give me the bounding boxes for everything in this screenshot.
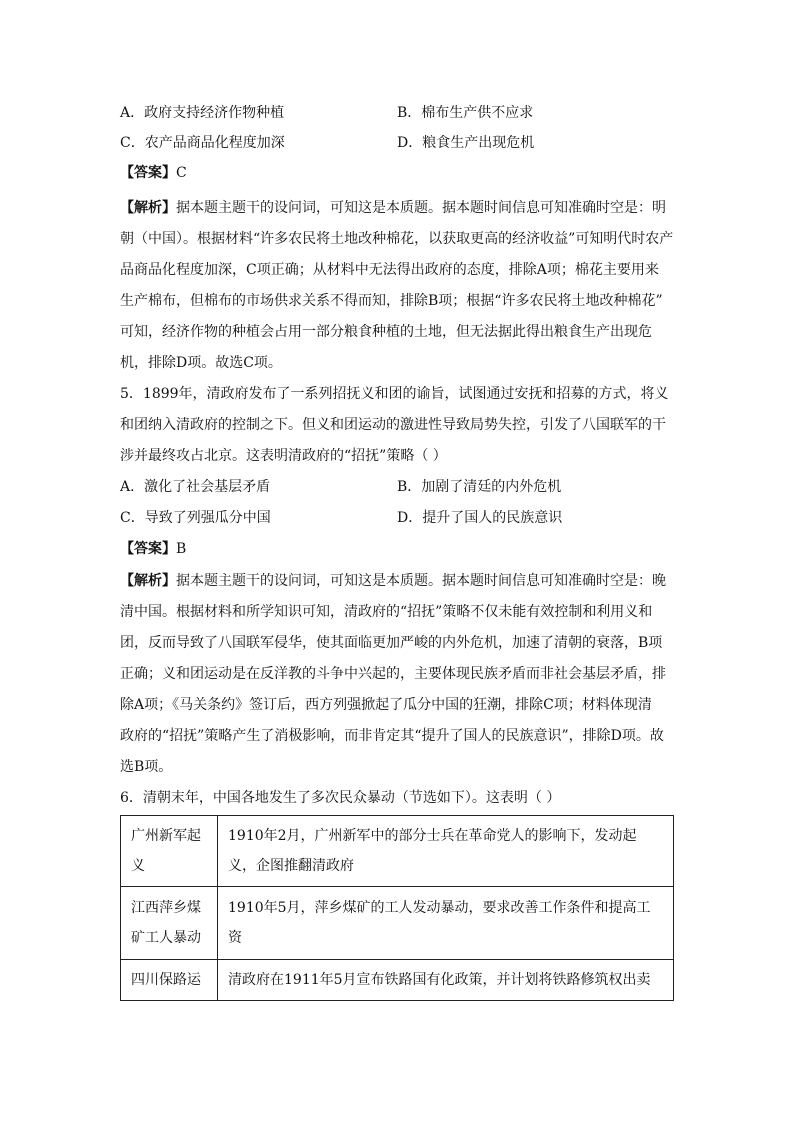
q5-analysis-line	[120, 571, 680, 591]
q5-analysis-line: 正确；义和团运动是在反洋教的斗争中兴起的，主要体现民族矛盾而非社会基层矛盾，排	[120, 666, 666, 682]
q5-analysis-line: 团，反而导致了八国联军侵华，使其面临更加严峻的内外危机，加速了清朝的衰落，B项	[120, 635, 663, 651]
q5-stem-line: 和团纳入清政府的控制之下。但义和团运动的激进性导致局势失控，引发了八国联军的干	[120, 417, 666, 433]
q4-analysis-line: 朝（中国）。根据材料“许多农民将土地改种棉花，以获取更高的经济收益”可知明代时农产	[120, 231, 674, 247]
q5-stem-line: 涉并最终攻占北京。这表明清政府的“招抚”策略（ ）	[120, 448, 447, 464]
q4-analysis-label: 【解析】	[120, 200, 176, 216]
q4-option-b: B．棉布生产供不应求	[397, 105, 534, 121]
event-name: 江西萍乡煤矿工人暴动	[131, 900, 201, 946]
q5-analysis-text: 据本题主题干的设问词，可知这是本质题。据本题时间信息可知准确时空是：晚	[176, 573, 666, 589]
event-name: 四川保路运	[131, 972, 201, 988]
q5-option-d: D．提升了国人的民族意识	[397, 510, 563, 526]
event-name-cell	[121, 960, 218, 1001]
event-desc: 清政府在1911年5月宣布铁路国有化政策，并计划将铁路修筑权出卖	[228, 972, 651, 988]
event-name-cell	[121, 816, 218, 887]
q5-option-a: A．激化了社会基层矛盾	[120, 479, 271, 495]
event-desc-cell	[218, 816, 674, 887]
event-name: 广州新军起义	[131, 828, 201, 874]
q4-answer	[120, 163, 680, 183]
q4-analysis-line: 可知，经济作物的种植会占用一部分粮食种植的土地，但无法据此得出粮食生产出现危	[120, 324, 652, 340]
q5-analysis-label: 【解析】	[120, 573, 176, 589]
table-row	[121, 816, 674, 887]
q5-answer-label: 【答案】	[120, 541, 176, 557]
q4-answer-value: C	[176, 165, 187, 181]
q4-analysis-line	[120, 198, 680, 218]
q4-analysis-line: 生产棉布，但棉布的市场供求关系不得而知，排除B项；根据“许多农民将土地改种棉花”	[120, 293, 663, 309]
event-desc: 1910年2月，广州新军中的部分士兵在革命党人的影响下，发动起义，企图推翻清政府	[228, 828, 637, 874]
event-desc-cell	[218, 960, 674, 1001]
q5-analysis-line: 除A项；《马关条约》签订后，西方列强掀起了瓜分中国的狂潮，排除C项；材料体现清	[120, 697, 652, 713]
q6-stem: 6．清朝末年，中国各地发生了多次民众暴动（节选如下）。这表明（ ）	[120, 790, 561, 806]
q4-analysis-line: 品商品化程度加深，C项正确；从材料中无法得出政府的态度，排除A项；棉花主要用来	[120, 262, 659, 278]
q5-answer-value: B	[176, 541, 187, 557]
q4-option-d: D．粮食生产出现危机	[397, 135, 535, 151]
q4-answer-label: 【答案】	[120, 165, 176, 181]
q4-option-c: C．农产品商品化程度加深	[120, 135, 285, 151]
table-row	[121, 887, 674, 960]
event-desc-cell	[218, 887, 674, 960]
q5-option-c: C．导致了列强瓜分中国	[120, 510, 271, 526]
q5-option-b: B．加剧了清廷的内外危机	[397, 479, 562, 495]
q5-analysis-line: 政府的“招抚”策略产生了消极影响，而非肯定其“提升了国人的民族意识”，排除D项。故	[120, 728, 664, 744]
table-row	[121, 960, 674, 1001]
q4-option-a: A．政府支持经济作物种植	[120, 105, 285, 121]
q5-answer	[120, 539, 680, 559]
q5-analysis-line: 选B项。	[120, 759, 173, 775]
q5-stem-line: 5．1899年，清政府发布了一系列招抚义和团的谕旨，试图通过安抚和招募的方式，将义	[120, 386, 669, 402]
q5-analysis-line: 清中国。根据材料和所学知识可知，清政府的“招抚”策略不仅未能有效控制和利用义和	[120, 604, 653, 620]
event-desc: 1910年5月，萍乡煤矿的工人发动暴动，要求改善工作条件和提高工资	[228, 900, 651, 946]
q4-analysis-line: 机，排除D项。故选C项。	[120, 355, 282, 371]
event-name-cell	[121, 887, 218, 960]
q4-analysis-text: 据本题主题干的设问词，可知这是本质题。据本题时间信息可知准确时空是：明	[176, 200, 666, 216]
events-table	[120, 815, 674, 1001]
